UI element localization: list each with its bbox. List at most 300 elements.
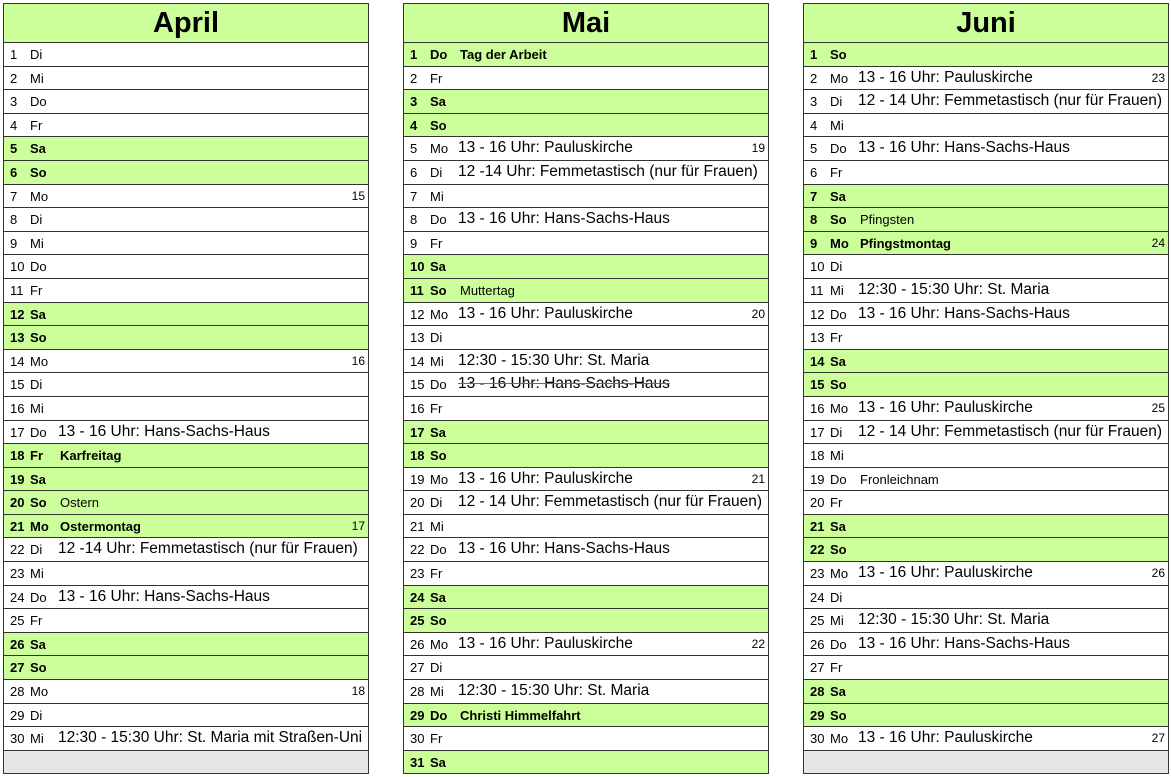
weekday: Di	[30, 377, 43, 393]
day-number: 28	[810, 684, 825, 700]
day-row	[404, 680, 768, 704]
month-juni	[803, 3, 1169, 774]
day-number: 10	[810, 259, 825, 275]
weekday: Sa	[430, 589, 446, 605]
day-row	[4, 633, 368, 657]
day-row	[4, 680, 368, 704]
day-number: 9	[10, 235, 18, 251]
weekday: Sa	[830, 188, 846, 204]
day-row	[4, 90, 368, 114]
day-row	[404, 326, 768, 350]
weekday: Di	[30, 212, 43, 228]
day-row	[4, 208, 368, 232]
day-row	[804, 67, 1168, 91]
day-number: 25	[410, 613, 425, 629]
day-row	[804, 185, 1168, 209]
day-row	[404, 491, 768, 515]
weekday: So	[830, 47, 847, 62]
day-row	[4, 67, 368, 91]
day-row	[404, 633, 768, 657]
holiday-label: Muttertag	[460, 282, 515, 298]
weekday: Di	[430, 330, 443, 346]
event-label: 12 - 14 Uhr: Femmetastisch (nur für Frauen)	[858, 422, 1163, 440]
weekday: Di	[30, 47, 43, 62]
event-label: 13 - 16 Uhr: Pauluskirche	[858, 398, 1033, 416]
day-row	[804, 704, 1168, 728]
weekday: So	[430, 613, 447, 629]
day-row	[804, 208, 1168, 232]
weekday: Di	[830, 259, 843, 275]
event-label: 12:30 - 15:30 Uhr: St. Maria	[458, 351, 650, 369]
holiday-label: Ostern	[60, 495, 100, 511]
weekday: Do	[830, 636, 847, 652]
weekday: Do	[30, 94, 47, 110]
weekday: Do	[430, 707, 448, 723]
day-row	[804, 137, 1168, 161]
weekday: Mo	[830, 400, 849, 416]
weekday: Fr	[30, 448, 43, 464]
weekday: Di	[30, 542, 43, 558]
day-number: 30	[10, 731, 25, 747]
day-number: 1	[10, 47, 18, 62]
weekday: So	[30, 330, 47, 346]
weekday: Mi	[430, 353, 444, 369]
weekday: Do	[830, 306, 847, 322]
weekday: Sa	[30, 306, 46, 322]
day-row	[804, 114, 1168, 138]
weekday: Di	[30, 707, 43, 723]
day-row	[4, 43, 368, 67]
day-row	[4, 704, 368, 728]
day-number: 27	[810, 660, 825, 676]
day-number: 8	[410, 212, 418, 228]
weekday: Mi	[830, 613, 844, 629]
day-row	[4, 468, 368, 492]
weekday: Fr	[830, 164, 843, 180]
day-number: 12	[410, 306, 425, 322]
day-number: 31	[410, 754, 425, 770]
day-number: 18	[10, 448, 25, 464]
day-number: 21	[810, 518, 825, 534]
weekday: Fr	[30, 613, 43, 629]
month-title: Mai	[404, 3, 768, 43]
weekday: Do	[430, 542, 447, 558]
holiday-label: Christi Himmelfahrt	[460, 707, 581, 723]
weekday: Sa	[430, 259, 446, 275]
day-number: 15	[410, 377, 425, 393]
day-row	[804, 586, 1168, 610]
day-row	[404, 373, 768, 397]
month-mai	[403, 3, 769, 774]
weekday: Mi	[830, 282, 844, 298]
day-number: 6	[410, 164, 418, 180]
day-number: 19	[810, 471, 825, 487]
weekday: So	[30, 495, 47, 511]
day-number: 29	[10, 707, 25, 723]
weekday: Fr	[30, 117, 43, 133]
day-row	[4, 114, 368, 138]
week-number: 26	[1151, 566, 1165, 581]
day-number: 3	[810, 94, 818, 110]
day-number: 6	[810, 164, 818, 180]
day-number: 23	[10, 566, 25, 582]
weekday: Mi	[430, 518, 444, 534]
day-row	[4, 303, 368, 327]
weekday: Mo	[830, 731, 849, 747]
weekday: Di	[430, 660, 443, 676]
day-number: 28	[10, 684, 25, 700]
day-number: 23	[410, 566, 425, 582]
day-row	[804, 515, 1168, 539]
day-number: 6	[10, 164, 18, 180]
day-number: 14	[10, 353, 25, 369]
week-number: 16	[351, 353, 365, 368]
day-number: 4	[10, 117, 18, 133]
day-row	[404, 43, 768, 67]
weekday: Fr	[430, 400, 443, 416]
day-row	[4, 373, 368, 397]
day-number: 15	[10, 377, 25, 393]
week-number: 18	[351, 684, 365, 699]
week-number: 23	[1151, 70, 1165, 85]
month-title: April	[4, 3, 368, 43]
week-number: 24	[1151, 235, 1165, 250]
day-row	[804, 491, 1168, 515]
day-row	[4, 137, 368, 161]
weekday: Do	[30, 589, 47, 605]
day-row	[404, 90, 768, 114]
day-number: 30	[810, 731, 825, 747]
weekday: So	[430, 282, 447, 298]
event-label: 13 - 16 Uhr: Pauluskirche	[458, 469, 633, 487]
day-number: 24	[410, 589, 425, 605]
day-row	[404, 67, 768, 91]
day-number: 14	[810, 353, 825, 369]
day-row	[404, 562, 768, 586]
day-row	[404, 421, 768, 445]
week-number: 19	[751, 141, 765, 156]
week-number: 22	[751, 636, 765, 651]
week-number: 20	[751, 306, 765, 321]
weekday: Mo	[30, 353, 49, 369]
weekday: Sa	[430, 94, 446, 110]
weekday: Sa	[430, 754, 446, 770]
event-label: 13 - 16 Uhr: Pauluskirche	[858, 729, 1033, 747]
event-label: 12 - 14 Uhr: Femmetastisch (nur für Frauen)	[458, 493, 763, 511]
weekday: Mo	[30, 684, 49, 700]
day-row	[804, 421, 1168, 445]
weekday: So	[430, 448, 447, 464]
weekday: So	[30, 660, 47, 676]
day-number: 27	[410, 660, 425, 676]
day-number: 10	[10, 259, 25, 275]
day-number: 16	[10, 400, 25, 416]
day-number: 13	[410, 330, 425, 346]
day-number: 19	[10, 471, 25, 487]
weekday: Sa	[430, 424, 446, 440]
day-row	[404, 114, 768, 138]
day-number: 8	[810, 212, 818, 228]
day-number: 17	[410, 424, 425, 440]
day-row	[404, 397, 768, 421]
day-row	[804, 727, 1168, 751]
weekday: Sa	[830, 353, 846, 369]
day-row	[804, 680, 1168, 704]
event-label: 13 - 16 Uhr: Hans-Sachs-Haus	[858, 139, 1070, 157]
day-number: 11	[410, 282, 424, 298]
event-label: 13 - 16 Uhr: Hans-Sachs-Haus	[858, 304, 1070, 322]
week-number: 25	[1151, 400, 1165, 415]
day-row	[804, 232, 1168, 256]
weekday: Mi	[30, 566, 44, 582]
weekday: Fr	[430, 731, 443, 747]
event-label: 13 - 16 Uhr: Pauluskirche	[458, 139, 633, 157]
day-row	[804, 90, 1168, 114]
day-row	[404, 137, 768, 161]
day-number: 22	[410, 542, 425, 558]
day-row	[804, 397, 1168, 421]
weekday: Di	[830, 589, 843, 605]
day-number: 17	[10, 424, 25, 440]
holiday-label: Pfingsten	[860, 212, 915, 228]
day-number: 25	[810, 613, 825, 629]
day-number: 4	[810, 117, 818, 133]
event-label: 13 - 16 Uhr: Hans-Sachs-Haus	[458, 210, 670, 228]
weekday: Sa	[30, 471, 46, 487]
day-number: 24	[810, 589, 825, 605]
weekday: Mo	[430, 471, 449, 487]
day-number: 16	[810, 400, 825, 416]
day-number: 9	[810, 235, 818, 251]
holiday-label: Pfingstmontag	[860, 235, 951, 251]
day-row	[4, 232, 368, 256]
day-number: 22	[810, 542, 825, 558]
day-row	[804, 444, 1168, 468]
day-number: 11	[10, 282, 24, 298]
day-number: 16	[410, 400, 425, 416]
day-row	[404, 185, 768, 209]
weekday: Sa	[830, 684, 846, 700]
day-row	[4, 586, 368, 610]
weekday: Sa	[30, 141, 46, 157]
day-row	[4, 421, 368, 445]
holiday-label: Fronleichnam	[860, 471, 939, 487]
weekday: Mi	[830, 448, 844, 464]
day-row	[804, 326, 1168, 350]
weekday: Fr	[830, 495, 843, 511]
day-number: 29	[810, 707, 825, 723]
weekday: Fr	[430, 235, 443, 251]
day-number: 18	[410, 448, 425, 464]
day-number: 23	[810, 566, 825, 582]
event-label: 13 - 16 Uhr: Pauluskirche	[458, 634, 633, 652]
weekday: Mi	[30, 70, 44, 86]
filler-row	[4, 751, 368, 775]
weekday: Do	[430, 212, 447, 228]
day-number: 4	[410, 117, 418, 133]
weekday: Mi	[430, 188, 444, 204]
day-number: 7	[10, 188, 18, 204]
day-number: 26	[10, 636, 25, 652]
day-number: 11	[810, 282, 824, 298]
event-label: 12 -14 Uhr: Femmetastisch (nur für Frauen)	[458, 162, 758, 180]
weekday: Do	[830, 471, 847, 487]
weekday: Mi	[30, 400, 44, 416]
weekday: Fr	[30, 282, 43, 298]
weekday: Do	[30, 259, 47, 275]
weekday: So	[430, 117, 447, 133]
day-number: 1	[810, 47, 818, 62]
day-number: 29	[410, 707, 425, 723]
day-row	[404, 704, 768, 728]
event-label: 12 -14 Uhr: Femmetastisch (nur für Frauen)	[58, 540, 358, 558]
day-number: 22	[10, 542, 25, 558]
weekday: Do	[830, 141, 847, 157]
day-row	[804, 373, 1168, 397]
weekday: Mo	[830, 70, 849, 86]
weekday: Fr	[830, 660, 843, 676]
day-number: 26	[810, 636, 825, 652]
day-row	[804, 350, 1168, 374]
day-number: 21	[10, 518, 25, 534]
week-number: 21	[751, 471, 765, 486]
day-number: 12	[10, 306, 25, 322]
day-row	[804, 255, 1168, 279]
weekday: Do	[430, 377, 447, 393]
day-number: 14	[410, 353, 425, 369]
day-number: 24	[10, 589, 25, 605]
weekday: Fr	[430, 566, 443, 582]
day-row	[404, 727, 768, 751]
day-row	[804, 279, 1168, 303]
weekday: Fr	[430, 70, 443, 86]
event-label: 12 - 14 Uhr: Femmetastisch (nur für Frauen)	[858, 92, 1163, 110]
day-row	[4, 538, 368, 562]
day-row	[804, 656, 1168, 680]
day-number: 27	[10, 660, 25, 676]
day-row	[804, 538, 1168, 562]
event-label: 13 - 16 Uhr: Hans-Sachs-Haus	[458, 375, 670, 393]
event-label: 12:30 - 15:30 Uhr: St. Maria	[458, 682, 650, 700]
day-number: 18	[810, 448, 825, 464]
day-row	[4, 185, 368, 209]
day-row	[4, 161, 368, 185]
day-row	[4, 515, 368, 539]
day-row	[804, 161, 1168, 185]
day-row	[404, 444, 768, 468]
month-title: Juni	[804, 3, 1168, 43]
day-row	[4, 326, 368, 350]
day-row	[404, 232, 768, 256]
day-row	[804, 43, 1168, 67]
weekday: So	[830, 377, 847, 393]
day-row	[404, 538, 768, 562]
day-row	[404, 350, 768, 374]
day-number: 3	[10, 94, 18, 110]
day-number: 2	[810, 70, 818, 86]
weekday: Fr	[830, 330, 843, 346]
day-number: 28	[410, 684, 425, 700]
weekday: Di	[430, 495, 443, 511]
day-number: 20	[410, 495, 425, 511]
weekday: Mo	[30, 188, 49, 204]
weekday: Mo	[30, 518, 49, 534]
day-row	[404, 303, 768, 327]
weekday: Sa	[830, 518, 846, 534]
day-row	[804, 633, 1168, 657]
day-row	[4, 397, 368, 421]
weekday: So	[830, 707, 847, 723]
weekday: Mi	[30, 731, 44, 747]
day-number: 26	[410, 636, 425, 652]
day-row	[4, 444, 368, 468]
day-row	[404, 279, 768, 303]
weekday: Di	[830, 94, 843, 110]
day-number: 1	[410, 47, 418, 62]
weekday: So	[830, 212, 847, 228]
day-row	[404, 586, 768, 610]
weekday: Do	[30, 424, 47, 440]
day-number: 21	[410, 518, 425, 534]
day-row	[404, 751, 768, 775]
day-row	[804, 562, 1168, 586]
day-row	[404, 656, 768, 680]
day-row	[4, 350, 368, 374]
day-number: 12	[810, 306, 825, 322]
day-number: 7	[810, 188, 818, 204]
event-label: 12:30 - 15:30 Uhr: St. Maria	[858, 611, 1050, 629]
day-number: 30	[410, 731, 425, 747]
event-label: 13 - 16 Uhr: Pauluskirche	[458, 304, 633, 322]
day-row	[804, 303, 1168, 327]
event-label: 13 - 16 Uhr: Hans-Sachs-Haus	[858, 634, 1070, 652]
event-label: 13 - 16 Uhr: Pauluskirche	[858, 564, 1033, 582]
day-row	[804, 609, 1168, 633]
holiday-label: Karfreitag	[60, 448, 122, 464]
weekday: So	[30, 164, 47, 180]
weekday: Di	[430, 164, 443, 180]
day-number: 15	[810, 377, 825, 393]
weekday: Mi	[30, 235, 44, 251]
week-number: 15	[351, 188, 365, 203]
month-april	[3, 3, 369, 774]
day-row	[4, 279, 368, 303]
weekday: Di	[830, 424, 843, 440]
filler-row	[804, 751, 1168, 775]
day-row	[4, 255, 368, 279]
day-number: 5	[10, 141, 18, 157]
weekday: Do	[430, 47, 448, 62]
weekday: Mo	[430, 306, 449, 322]
day-row	[4, 491, 368, 515]
day-number: 17	[810, 424, 825, 440]
day-row	[804, 468, 1168, 492]
day-row	[404, 255, 768, 279]
event-label: 12:30 - 15:30 Uhr: St. Maria mit Straßen-Uni	[58, 729, 363, 747]
day-row	[404, 208, 768, 232]
day-number: 25	[10, 613, 25, 629]
day-number: 5	[810, 141, 818, 157]
day-number: 7	[410, 188, 418, 204]
day-number: 2	[10, 70, 18, 86]
weekday: Mo	[830, 566, 849, 582]
event-label: 12:30 - 15:30 Uhr: St. Maria	[858, 280, 1050, 298]
day-number: 20	[10, 495, 25, 511]
day-number: 10	[410, 259, 425, 275]
event-label: 13 - 16 Uhr: Pauluskirche	[858, 68, 1033, 86]
day-number: 9	[410, 235, 418, 251]
event-label: 13 - 16 Uhr: Hans-Sachs-Haus	[58, 422, 270, 440]
